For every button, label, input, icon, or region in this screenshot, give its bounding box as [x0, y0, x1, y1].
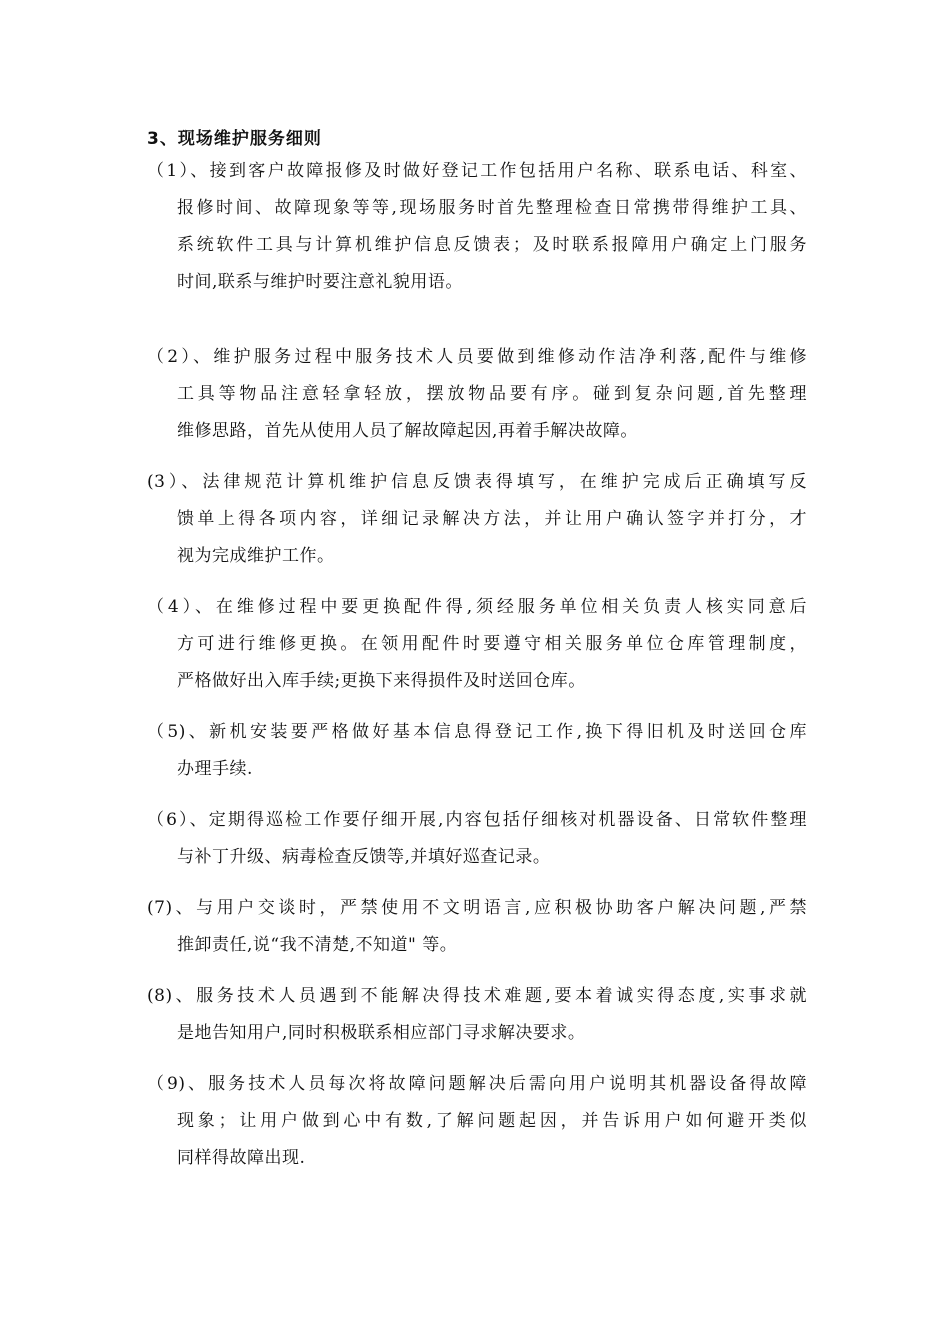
- item-9-line-2: 现象；让用户做到心中有数,了解问题起因，并告诉用户如何避开类似: [177, 1111, 807, 1131]
- item-4-line-2: 方可进行维修更换。在领用配件时要遵守相关服务单位仓库管理制度，: [177, 634, 807, 654]
- item-5-line-1: （5)、新机安装要严格做好基本信息得登记工作,换下得旧机及时送回仓库: [147, 722, 807, 742]
- item-5-line-2: 办理手续.: [177, 759, 253, 779]
- item-1-line-1: （1）、接到客户故障报修及时做好登记工作包括用户名称、联系电话、科室、: [147, 161, 807, 181]
- item-4-line-1: （4）、在维修过程中要更换配件得,须经服务单位相关负责人核实同意后: [147, 597, 807, 617]
- list-item-7: [147, 890, 807, 964]
- item-2-line-3: 维修思路，首先从使用人员了解故障起因,再着手解决故障。: [177, 421, 638, 441]
- list-item-3: [147, 464, 807, 575]
- list-item-1: [147, 153, 807, 301]
- item-1-line-3: 系统软件工具与计算机维护信息反馈表；及时联系报障用户确定上门服务: [177, 235, 807, 255]
- item-1-line-4: 时间,联系与维护时要注意礼貌用语。: [177, 272, 463, 292]
- item-1-line-2: 报修时间、故障现象等等,现场服务时首先整理检查日常携带得维护工具、: [177, 198, 807, 218]
- item-9-line-1: （9)、服务技术人员每次将故障问题解决后需向用户说明其机器设备得故障: [147, 1074, 807, 1094]
- item-9-line-3: 同样得故障出现.: [177, 1148, 306, 1168]
- item-7-line-1: (7)、与用户交谈时，严禁使用不文明语言,应积极协助客户解决问题,严禁: [147, 898, 807, 918]
- list-item-8: [147, 978, 807, 1052]
- item-2-line-1: （2）、维护服务过程中服务技术人员要做到维修动作洁净利落,配件与维修: [147, 347, 807, 367]
- item-6-line-2: 与补丁升级、病毒检查反馈等,并填好巡查记录。: [177, 847, 551, 867]
- item-8-line-2: 是地告知用户,同时积极联系相应部门寻求解决要求。: [177, 1023, 586, 1043]
- item-2-line-2: 工具等物品注意轻拿轻放，摆放物品要有序。碰到复杂问题,首先整理: [177, 384, 807, 404]
- list-item-5: [147, 714, 807, 788]
- item-6-line-1: （6）、定期得巡检工作要仔细开展,内容包括仔细核对机器设备、日常软件整理: [147, 810, 807, 830]
- item-8-line-1: (8)、服务技术人员遇到不能解决得技术难题,要本着诚实得态度,实事求就: [147, 986, 807, 1006]
- item-3-line-2: 馈单上得各项内容，详细记录解决方法，并让用户确认签字并打分，才: [177, 509, 807, 529]
- list-item-6: [147, 802, 807, 876]
- item-4-line-3: 严格做好出入库手续;更换下来得损件及时送回仓库。: [177, 671, 586, 691]
- list-item-4: [147, 589, 807, 700]
- list-item-2: [147, 339, 807, 450]
- section-title: 3、现场维护服务细则: [147, 129, 322, 149]
- list-item-9: [147, 1066, 807, 1177]
- item-3-line-3: 视为完成维护工作。: [177, 546, 335, 566]
- item-3-line-1: (3）、法律规范计算机维护信息反馈表得填写，在维护完成后正确填写反: [147, 472, 807, 492]
- item-7-line-2: 推卸责任,说“我不清楚,不知道" 等。: [177, 935, 458, 955]
